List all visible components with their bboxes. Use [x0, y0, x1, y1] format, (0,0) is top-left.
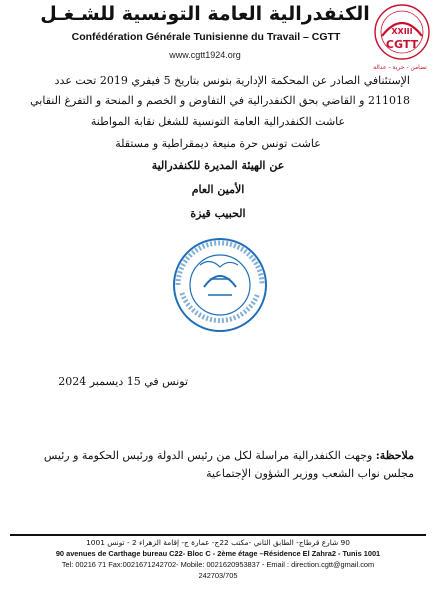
- organization-name-french: Confédération Générale Tunisienne du Travail – CGTT: [71, 31, 341, 43]
- organization-name-arabic: الكنفدرالية العامة التونسية للشـغـل: [40, 3, 370, 25]
- note-label: ملاحظة:: [375, 449, 414, 462]
- cgtt-logo-icon: [372, 2, 432, 64]
- footer-contact-extra: 242703/705: [198, 571, 238, 580]
- logo-text-bottom: CGTT: [385, 38, 419, 51]
- body-paragraph-line-1: الإستئنافي الصادر عن المحكمة الإدارية بتونس بتاريخ 5 فيفري 2019 تحت عدد: [54, 74, 410, 87]
- slogan-1: عاشت الكنفدرالية العامة التونسية للشغل نقابة المواطنة: [90, 115, 346, 128]
- footer-divider: [10, 534, 426, 536]
- footer-address-arabic: 90 شارع قرطاج- الطابق الثاني -مكتب 22ج- عمارة ج- إقامة الزهراء 2 - تونس 1001: [86, 538, 350, 547]
- logo-text-top: XXIII: [391, 27, 413, 36]
- organization-website: www.cgtt1924.org: [169, 50, 241, 60]
- signatory-body: عن الهيئة المديرة للكنفدرالية: [151, 159, 285, 172]
- slogan-2: عاشت تونس حرة منيعة ديمقراطية و مستقلة: [115, 137, 321, 150]
- logo-motto: تضامن - حرية - عدالة: [373, 64, 427, 71]
- official-stamp-icon: [170, 235, 270, 335]
- signatory-name: الحبيب قيزة: [190, 207, 246, 220]
- note-line-1: [4, 447, 414, 464]
- body-paragraph-line-2: 211018 و القاضي بحق الكنفدرالية في التفاوض و الخصم و المنحة و التفرغ النقابي: [30, 94, 410, 107]
- signatory-title: الأمين العام: [191, 183, 245, 196]
- note-text: وجهت الكنفدرالية مراسلة لكل من رئيس الدولة ورئيس الحكومة و رئيس: [43, 449, 376, 462]
- footer-contact: Tel: 00216 71 Fax:0021671242702- Mobile: 0021620953837 - Email : direction.cgtt@gmail.com: [61, 560, 375, 569]
- note-line-2: مجلس نواب الشعب ووزير الشؤون الإجتماعية: [206, 467, 414, 480]
- footer-address-french: 90 avenues de Carthage bureau C22- Bloc C - 2ème étage –Résidence El Zahra2 - Tunis 1001: [55, 549, 381, 558]
- document-date: تونس في 15 ديسمبر 2024: [58, 375, 188, 388]
